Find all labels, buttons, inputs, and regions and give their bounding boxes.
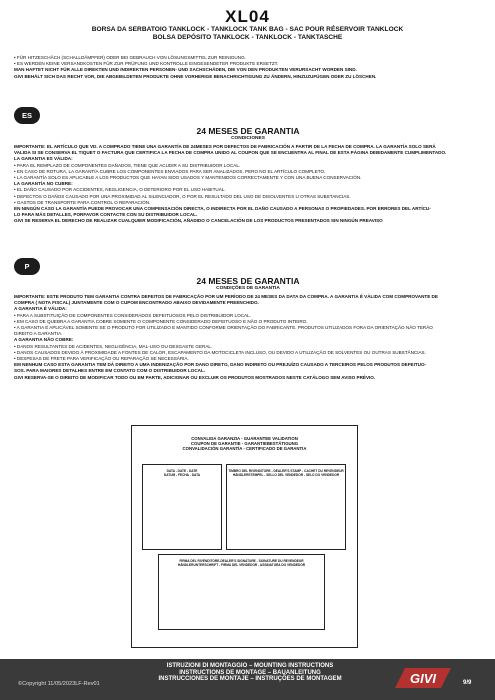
section-subtitle: CONDICIONES [231,136,265,141]
label-line: FIRMA DEL RIVENDITORE-DEALER'S SIGNATURE - SIGNATURE DU REVENDEUR [179,559,304,563]
instructions-line: INSTRUCTIONS DE MONTAGE – BAUANLEITUNG [179,669,321,676]
text-line: • DESPESAS DE FRETE PARA VERIFICAÇÃO OU REPARAÇÃO SE NECESSÁRIA. [14,356,189,362]
text-line: • PARA EL REMPLAZO DE COMPONENTES DAÑADOS, TIENE QUE ACUDIR A SU DISTRIBUIDOR LOCAL. [14,162,241,168]
text-line: DIREITO A GARANTIA. [14,331,63,337]
instructions-line: INSTRUCCIONES DE MONTAJE – INSTRUÇÕES DE MONTAGEM [158,676,342,683]
text-line: EN NINGÚN CASO LA GARANTÍA PUEDE PROVOCAR UNA COMPENSACIÓN DIRECTA, O INDIRECTA POR EL DAÑO CAUSADO A PERSONAS O PROPIEDADES. POR ERRORES DEL ARTÍCU- [14,206,431,212]
text-line: • GASTOS DE TRANSPORTE PARA CONTROL O REPARACIÓN. [14,199,151,205]
warranty-section-es [14,126,482,225]
label-line: HÄNDLERSTEMPEL - SELLO DEL VENDEDOR - SELO DO VENDEDOR [232,473,340,477]
product-title-line-1: BORSA DA SERBATOIO TANKLOCK - TANKLOCK TANK BAG - SAC POUR RÉSERVOIR TANKLOCK [91,26,404,33]
givi-logo [393,666,453,690]
text-line: EM NENHUM CASO ESTA GARANTIA TEM DÁ DIREITO A UMA INDENIZAÇÃO POR DANO DIRETO, DANO INDIRETO OU PREJUÍZO CAUSADO A TERCEIROS PELOS PRODUTOS DEFEITUO- [14,362,427,368]
text-line: • EL DAÑO CAUSADO POR ACCIDENTES, NEGLIGENCIA, O DETERIORO POR EL USO HABITUAL. [14,187,226,193]
warranty-section-pt [14,276,482,381]
german-warranty-notes [14,55,484,80]
text-line: IMPORTANTE: EL ARTÍCULO QUE VD. A COMPRADO TIENE UNA GARANTÍA DE 24MESES POR DEFECTOS DE FABRICACIÓN A PARTIR DE LA FECHA DE COMPRA. LA GARANTÍA SOLO SERÁ [14,144,436,149]
coupon-title-line: CONVALIDACIÓN GARANTÍA - CERTIFICADO DE GARANTIA [182,446,307,452]
dealer-stamp-label [227,469,345,477]
dealer-signature-label [159,559,324,567]
text-line: MAN HAFTET NICHT FÜR ALLE DIREKTEN UND INDIREKTEN PERSONEN- UND SACHSCHÄDEN, DIE VON DEN PRODUKTEN VERURSACHT WORDEN SIND. [14,67,357,73]
label-line: DATA - DATE - DATE [166,469,198,473]
text-line: • EM CASO DE QUEBRA A GARANTIA COBRE SOMENTE O COMPONENTE CONSIDERADO DEFEITUOSO E NÃO O PRODUTO INTEIRO. [14,318,308,324]
guarantee-coupon [131,425,358,648]
instructions-line: ISTRUZIONI DI MONTAGGIO – MOUNTING INSTRUCTIONS [166,663,334,669]
text-line: LA GARANTÍA NO CUBRE: [14,181,73,187]
text-line: • FÜR HITZESCHÄCH (SCHALLDÄMPFER) ODER BEI GEBRAUCH VON LÖSUNGSMITTEL ZUR REINIGUNG. [14,55,246,60]
document-header [0,8,495,42]
date-field-label [143,469,221,477]
text-line: • A GARANTIA É APLICÁVEL SOMENTE SE O PRODUTO FOR UTILIZADO E MANTIDO CONFORME ORIENTAÇÃO DO FABRICANTE. PRODUTOS UTILIZADOS FORA DA ORIENTAÇÃO NÃO TERÃO [14,325,433,331]
label-line: HÄNDLERUNTERSCHRIFT - FIRMA DEL VENDEDOR - ASSINATURA DO VENDEDOR [177,563,306,567]
dealer-signature-box[interactable] [158,554,325,630]
text-line: VALIDA SI SE CONSERVA EL TIQUET O FACTURA QUE CERTIFICA LA FECHA DE COMPRA UNIDO AL COUPON QUE SE ENCUENTRA AL FINAL DE ESTA PÁGINA DEBIDAMENTE CUMPLIMENTADO. [14,150,447,156]
text-line: SOS. PARA MAIORES DETALHES ENTRE EM CONTATO COM O DISTRIBUIDOR LOCAL. [14,368,206,374]
page-number: 9/9 [463,680,472,686]
copyright-text: ©Copyright 11/05/2023LF-Rev01 [18,681,100,687]
product-code: XL04 [225,7,270,26]
text-line: GIVI SE RESERVA EL DERECHO DE REALIZAR CUALQUIER MODIFICACIÓN, AÑADIDO O CANCELACIÓN DE LOS PRODUCTOS PRESENTADOS SIN NINGÚN PREAVISO [14,218,383,224]
text-line: IMPORTANTE: ESTE PRODUTO TEM GARANTIA CONTRA DEFEITOS DE FABRICAÇÃO POR UM PERÍODO DE 24 MESES DA DATA DA COMPRA. A GARANTIA É VÁLIDA COM COMPROVANTE DE [14,294,438,299]
label-line: TIMBRO DEL RIVENDITORE - DEALER'S STAMP - CACHET DU REVENDEUR [228,469,344,473]
section-title: 24 MESES DE GARANTIA [196,276,300,286]
text-line: • PARA A SUBSTITUIÇÃO DE COMPONENTES CONSIDERADOS DEFEITUOSOS PELO DISTRIBUIDOR LOCAL. [14,312,251,318]
section-title: 24 MESES DE GARANTIA [196,126,300,136]
coupon-title [132,436,357,452]
text-line: LO PARA MÁS DETALLES, PORFAVOR CONTACTE CON SU DISTRIBUIDOR LOCAL. [14,212,198,218]
page-footer [0,659,495,700]
text-line: • DANOS CAUSADOS DEVIDO À PROXIMIDADE A FONTES DE CALOR, ESCAPAMENTO DA MOTOCICLETA INCLUSO, OU DEVIDO A UTILIZAÇÃO DE SOLVENTES OU OUTRAS SUBSTÂNCIAS. [14,349,426,355]
text-line: • ES WERDEN KEINE VERSANDKOSTEN FÜR ZUR PRÜFUNG UND KONTROLLE EINGESENDETER PRODUKTE ERSETZT. [14,61,279,67]
section-subtitle: CONDIÇÕES DE GARANTIA [216,286,280,291]
product-title-line-2: BOLSA DEPÓSITO TANKLOCK - TANKLOCK - TANKTASCHE [152,34,343,41]
coupon-title-line: CONVALIDA GARANZIA - GUARANTEE VALIDATION [191,436,298,441]
text-line: GIVI BEHÄLT SICH DAS RECHT VOR, DIE ABGEBILDETEN PRODUKTE OHNE VORHERIGE BENACHRICHTIGUNG ZU ÄNDERN, HINZUZUFÜGEN ODER ZU LÖSCHEN. [14,73,377,79]
date-field-box[interactable] [142,464,222,550]
text-line: • EN CASO DE ROTURA, LA GARANTÍA CUBRE LOS COMPONENTES ENVIADOS PARA SER ANALIZADOS, PERO NO EL ARTÍCULO COMPLETO. [14,168,326,174]
logo-text: GIVI [409,671,437,686]
dealer-stamp-box[interactable] [226,464,346,550]
label-line: DATUM - FECHA - DATA [163,473,201,477]
text-line: • DANOS RESULTANTES DE ACIDENTES, NEGLIGÊNCIA, MAL-USO OU DESGASTE GERAL. [14,343,213,349]
text-line: • DEFECTOS O DAÑOS CAUSADO POR UNA PROXIMIDAD AL SILENCIADOR, O POR EL RESULTADO DEL USO DE DISOLVENTES U OTRAS SUBSTANCIAS. [14,193,351,199]
text-line: A GARANTIA É VÁLIDA: [14,306,67,312]
language-badge-p: P [14,258,40,275]
text-line: LA GARANTIA ES VÁLIDA: [14,156,73,162]
instructions-title [150,663,350,683]
coupon-title-line: COUPON DE GARANTIE - GARANTIEBESTÄTIGUNG [190,441,299,447]
text-line: COMPRA ( NOTA FISCAL) JUNTAMENTE COM O CUPOM ENCONTRADO ABAIXO DEVIDAMENTE PREENCHIDO. [14,300,259,306]
text-line: GIVI RESERVA-SE O DIREITO DE MODIFICAR TODO OU EM PARTE, ADICIONAR OU EXCLUIR OS PRODUTOS MOSTRADOS NESTE CATÁLOGO SEM AVISO PRÉVIO. [14,374,376,380]
text-line: • LA GARANTÍA SOLO ES APLICABLE A LOS PRODUCTOS QUE HAYAN SIDO USADOS Y MANTENIDOS CORRECTAMENTE Y CON UNA BUENA CONSERVACIÓN. [14,175,362,181]
text-line: A GARANTIA NÃO COBRE: [14,337,74,343]
language-badge-es: ES [14,107,40,124]
